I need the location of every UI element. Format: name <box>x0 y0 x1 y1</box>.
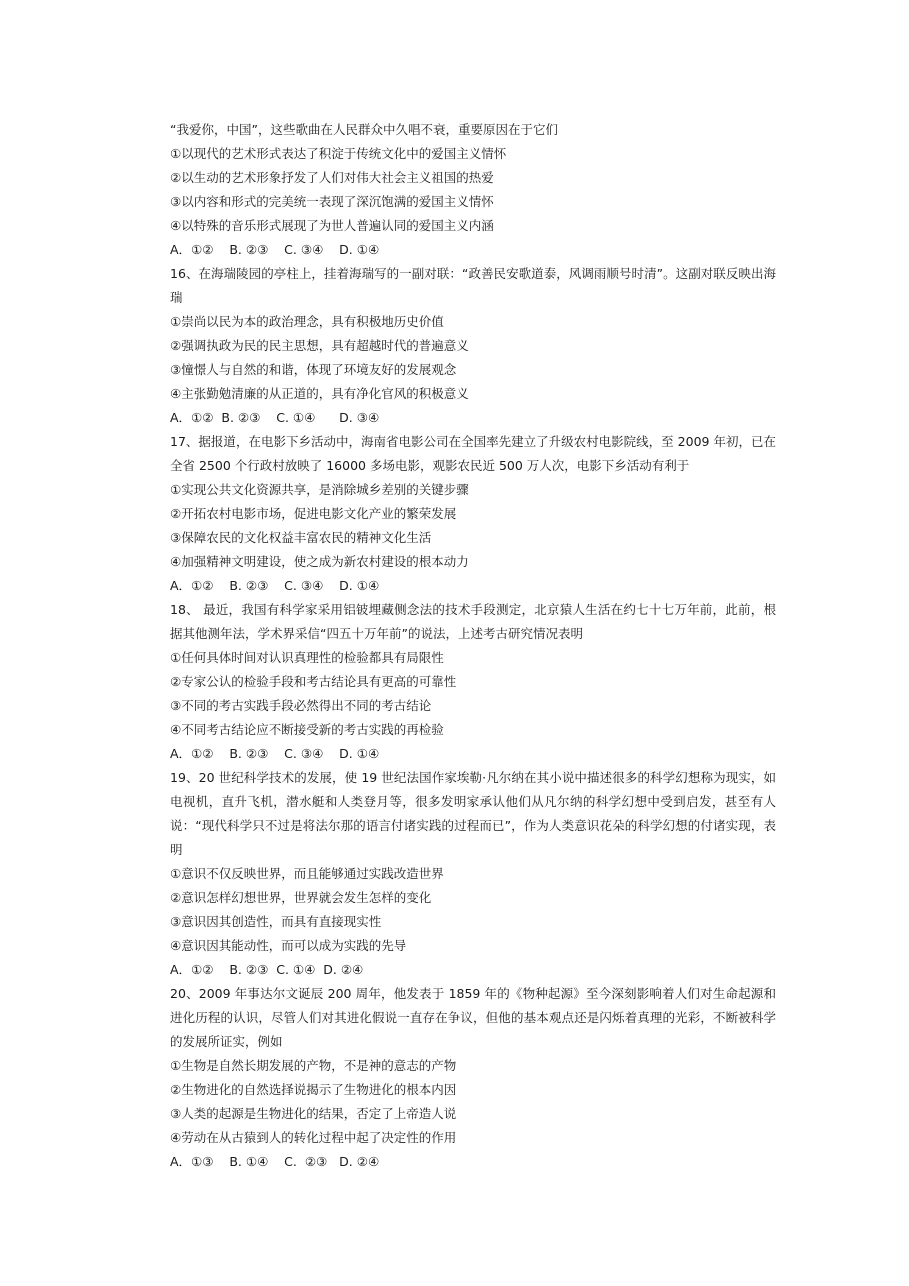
option-2: ②意识怎样幻想世界，世界就会发生怎样的变化 <box>170 890 432 905</box>
option-4: ④不同考古结论应不断接受新的考古实践的再检验 <box>170 722 444 737</box>
question-20 <box>170 982 776 1174</box>
question-15 <box>170 118 776 262</box>
option-2: ②以生动的艺术形象抒发了人们对伟大社会主义祖国的热爱 <box>170 170 494 185</box>
option-1: ①任何具体时间对认识真理性的检验都具有局限性 <box>170 650 444 665</box>
answer-choices: A．①② B. ②③ C. ③④ D. ①④ <box>170 578 380 593</box>
question-stem: “我爱你，中国”，这些歌曲在人民群众中久唱不衰，重要原因在于它们 <box>170 122 558 137</box>
option-2: ②专家公认的检验手段和考古结论具有更高的可靠性 <box>170 674 457 689</box>
option-4: ④劳动在从古猿到人的转化过程中起了决定性的作用 <box>170 1130 457 1145</box>
option-2: ②开拓农村电影市场，促进电影文化产业的繁荣发展 <box>170 506 457 521</box>
option-3: ③以内容和形式的完美统一表现了深沉饱满的爱国主义情怀 <box>170 194 494 209</box>
answer-choices: A．①② B. ②③ C. ①④ D. ②④ <box>170 962 364 977</box>
option-1: ①以现代的艺术形式表达了积淀于传统文化中的爱国主义情怀 <box>170 146 507 161</box>
question-stem: 17、据报道，在电影下乡活动中，海南省电影公司在全国率先建立了升级农村电影院线，至 2009 年初，已在全省 2500 个行政村放映了 16000 多场电影，观影农民近 500 万人次，电影下乡活动有利于 <box>170 434 776 473</box>
question-19 <box>170 766 776 982</box>
question-stem: 20、2009 年事达尔文诞辰 200 周年，他发表于 1859 年的《物种起源》至今深刻影响着人们对生命起源和进化历程的认识，尽管人们对其进化假说一直存在争议，但他的基本观点还是闪烁着真理的光彩，不断被科学的发展所证实，例如 <box>170 986 776 1049</box>
option-3: ③憧憬人与自然的和谐，体现了环境友好的发展观念 <box>170 362 457 377</box>
answer-choices: A．①② B. ②③ C. ①④ D. ③④ <box>170 410 380 425</box>
answer-choices: A．①③ B. ①④ C. ②③ D. ②④ <box>170 1154 380 1169</box>
option-4: ④主张勤勉清廉的从正道的，具有净化官风的积极意义 <box>170 386 469 401</box>
question-stem: 19、20 世纪科学技术的发展，使 19 世纪法国作家埃勒·凡尔纳在其小说中描述很多的科学幻想称为现实，如电视机，直升飞机，潜水艇和人类登月等，很多发明家承认他们从凡尔纳的科学幻想中受到启发，甚至有人说：“现代科学只不过是将法尔那的语言付诸实践的过程而已”，作为人类意识花朵的科学幻想的付诸实现，表明 <box>170 770 776 857</box>
option-1: ①实现公共文化资源共享，是消除城乡差别的关键步骤 <box>170 482 469 497</box>
option-1: ①意识不仅反映世界，而且能够通过实践改造世界 <box>170 866 444 881</box>
question-16 <box>170 262 776 430</box>
question-18 <box>170 598 776 766</box>
option-4: ④以特殊的音乐形式展现了为世人普遍认同的爱国主义内涵 <box>170 218 494 233</box>
question-17 <box>170 430 776 598</box>
option-1: ①生物是自然长期发展的产物，不是神的意志的产物 <box>170 1058 457 1073</box>
option-4: ④意识因其能动性，而可以成为实践的先导 <box>170 938 407 953</box>
question-stem: 16、在海瑞陵园的亭柱上，挂着海瑞写的一副对联：“政善民安歌道泰，风调雨顺号时清”。这副对联反映出海瑞 <box>170 266 776 305</box>
question-stem: 18、 最近，我国有科学家采用铝铍埋藏侧念法的技术手段测定，北京猿人生活在约七十七万年前，此前，根据其他测年法，学术界采信“四五十万年前”的说法，上述考古研究情况表明 <box>170 602 776 641</box>
question-list <box>170 118 776 1174</box>
answer-choices: A．①② B. ②③ C. ③④ D. ①④ <box>170 746 380 761</box>
option-4: ④加强精神文明建设，使之成为新农村建设的根本动力 <box>170 554 469 569</box>
option-3: ③意识因其创造性，而具有直接现实性 <box>170 914 382 929</box>
option-2: ②强调执政为民的民主思想，具有超越时代的普遍意义 <box>170 338 469 353</box>
option-2: ②生物进化的自然选择说揭示了生物进化的根本内因 <box>170 1082 457 1097</box>
option-3: ③不同的考古实践手段必然得出不同的考古结论 <box>170 698 432 713</box>
option-1: ①崇尚以民为本的政治理念，具有积极地历史价值 <box>170 314 444 329</box>
option-3: ③保障农民的文化权益丰富农民的精神文化生活 <box>170 530 432 545</box>
answer-choices: A．①② B. ②③ C. ③④ D. ①④ <box>170 242 380 257</box>
option-3: ③人类的起源是生物进化的结果，否定了上帝造人说 <box>170 1106 457 1121</box>
